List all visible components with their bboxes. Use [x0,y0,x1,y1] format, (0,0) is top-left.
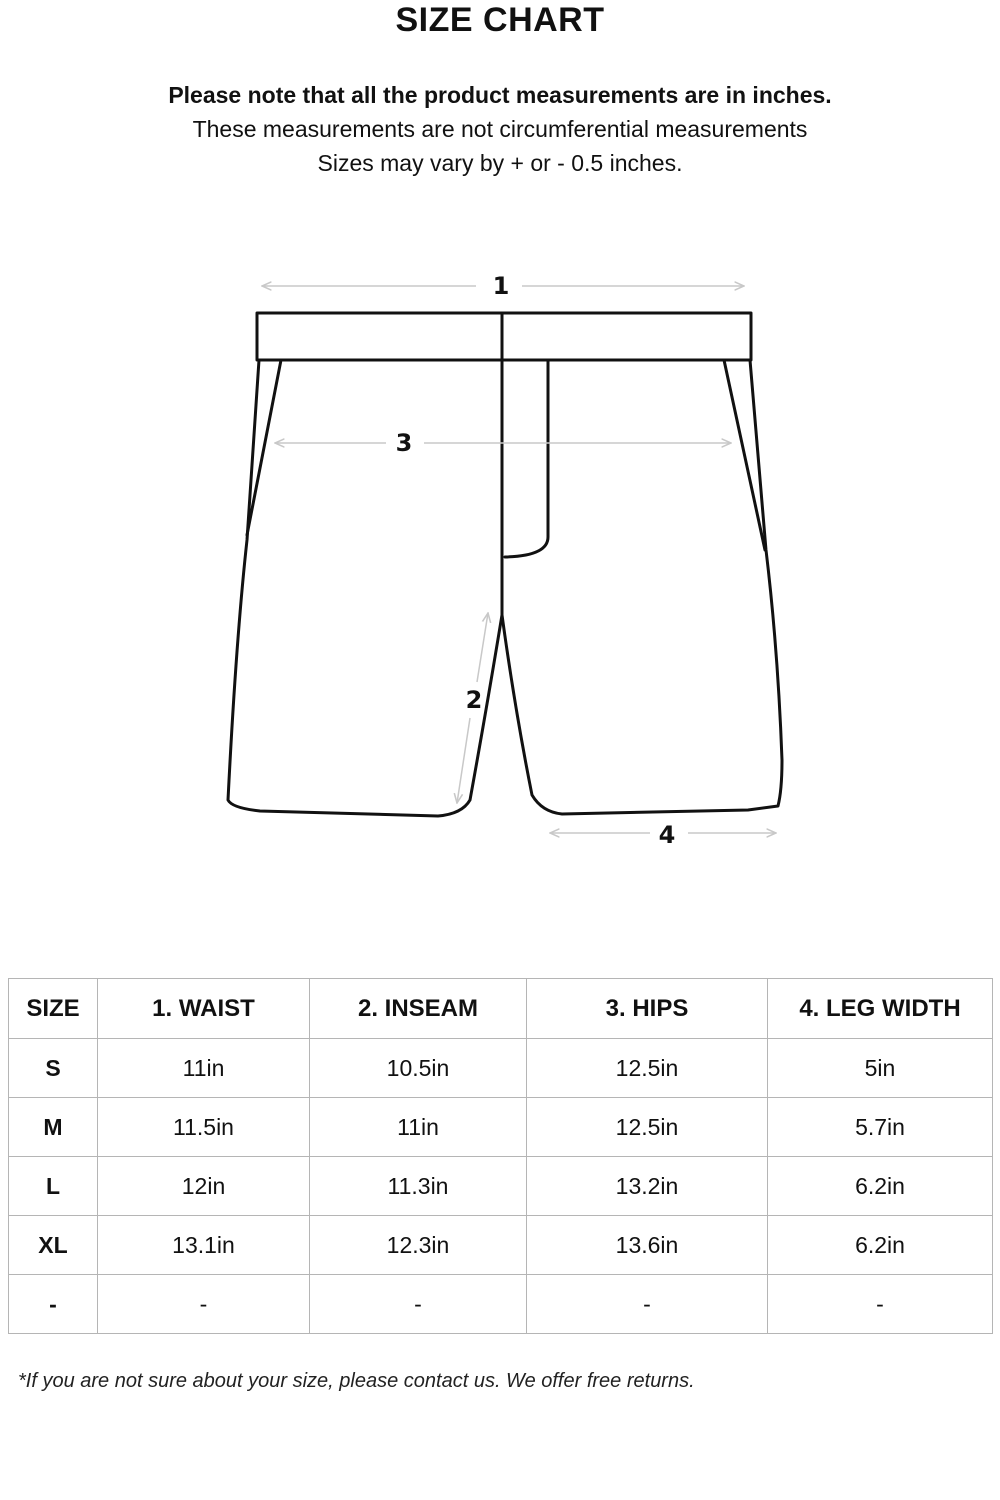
waistband [257,313,751,360]
inseam-arrow-bottom [457,718,470,803]
note-line-1: Please note that all the product measurements are in inches. [168,82,832,108]
inseam-cell: 10.5in [310,1039,527,1098]
size-cell: M [9,1098,98,1157]
measurement-arrows [262,286,776,833]
measurement-notes [0,78,1000,180]
size-table [8,978,993,1334]
hips-cell: 12.5in [527,1098,768,1157]
header-size: SIZE [9,979,98,1039]
hips-cell: 13.6in [527,1216,768,1275]
leg-width-cell: 5.7in [768,1098,993,1157]
hips-cell: 13.2in [527,1157,768,1216]
table-row [9,1098,993,1157]
footnote: *If you are not sure about your size, please contact us. We offer free returns. [18,1370,695,1392]
table-row [9,1275,993,1334]
header-waist: 1. WAIST [98,979,310,1039]
note-line-3: Sizes may vary by + or - 0.5 inches. [317,150,683,176]
marker-waist: 1 [492,272,510,300]
leg-width-cell: 6.2in [768,1216,993,1275]
table-row [9,1039,993,1098]
table-row [9,1216,993,1275]
marker-inseam: 2 [465,686,483,714]
leg-width-cell: 6.2in [768,1157,993,1216]
hips-cell: - [527,1275,768,1334]
waist-cell: 12in [98,1157,310,1216]
inseam-cell: - [310,1275,527,1334]
marker-leg-width: 4 [658,821,676,849]
inseam-cell: 11in [310,1098,527,1157]
shorts-outline [228,313,782,816]
marker-hips: 3 [395,429,413,457]
inseam-cell: 11.3in [310,1157,527,1216]
shorts-diagram [200,250,800,870]
waist-cell: 11in [98,1039,310,1098]
header-inseam: 2. INSEAM [310,979,527,1039]
inseam-arrow-top [477,613,488,682]
size-cell: S [9,1039,98,1098]
table-row [9,1157,993,1216]
header-leg-width: 4. LEG WIDTH [768,979,993,1039]
hips-cell: 12.5in [527,1039,768,1098]
leg-width-cell: 5in [768,1039,993,1098]
table-header-row [9,979,993,1039]
size-cell: XL [9,1216,98,1275]
leg-width-cell: - [768,1275,993,1334]
inseam-cell: 12.3in [310,1216,527,1275]
fly [505,360,548,557]
waist-cell: - [98,1275,310,1334]
waist-cell: 11.5in [98,1098,310,1157]
size-cell: L [9,1157,98,1216]
note-line-2: These measurements are not circumferential measurements [192,116,808,142]
page-title: SIZE CHART [395,1,605,39]
header-hips: 3. HIPS [527,979,768,1039]
waist-cell: 13.1in [98,1216,310,1275]
size-cell: - [9,1275,98,1334]
